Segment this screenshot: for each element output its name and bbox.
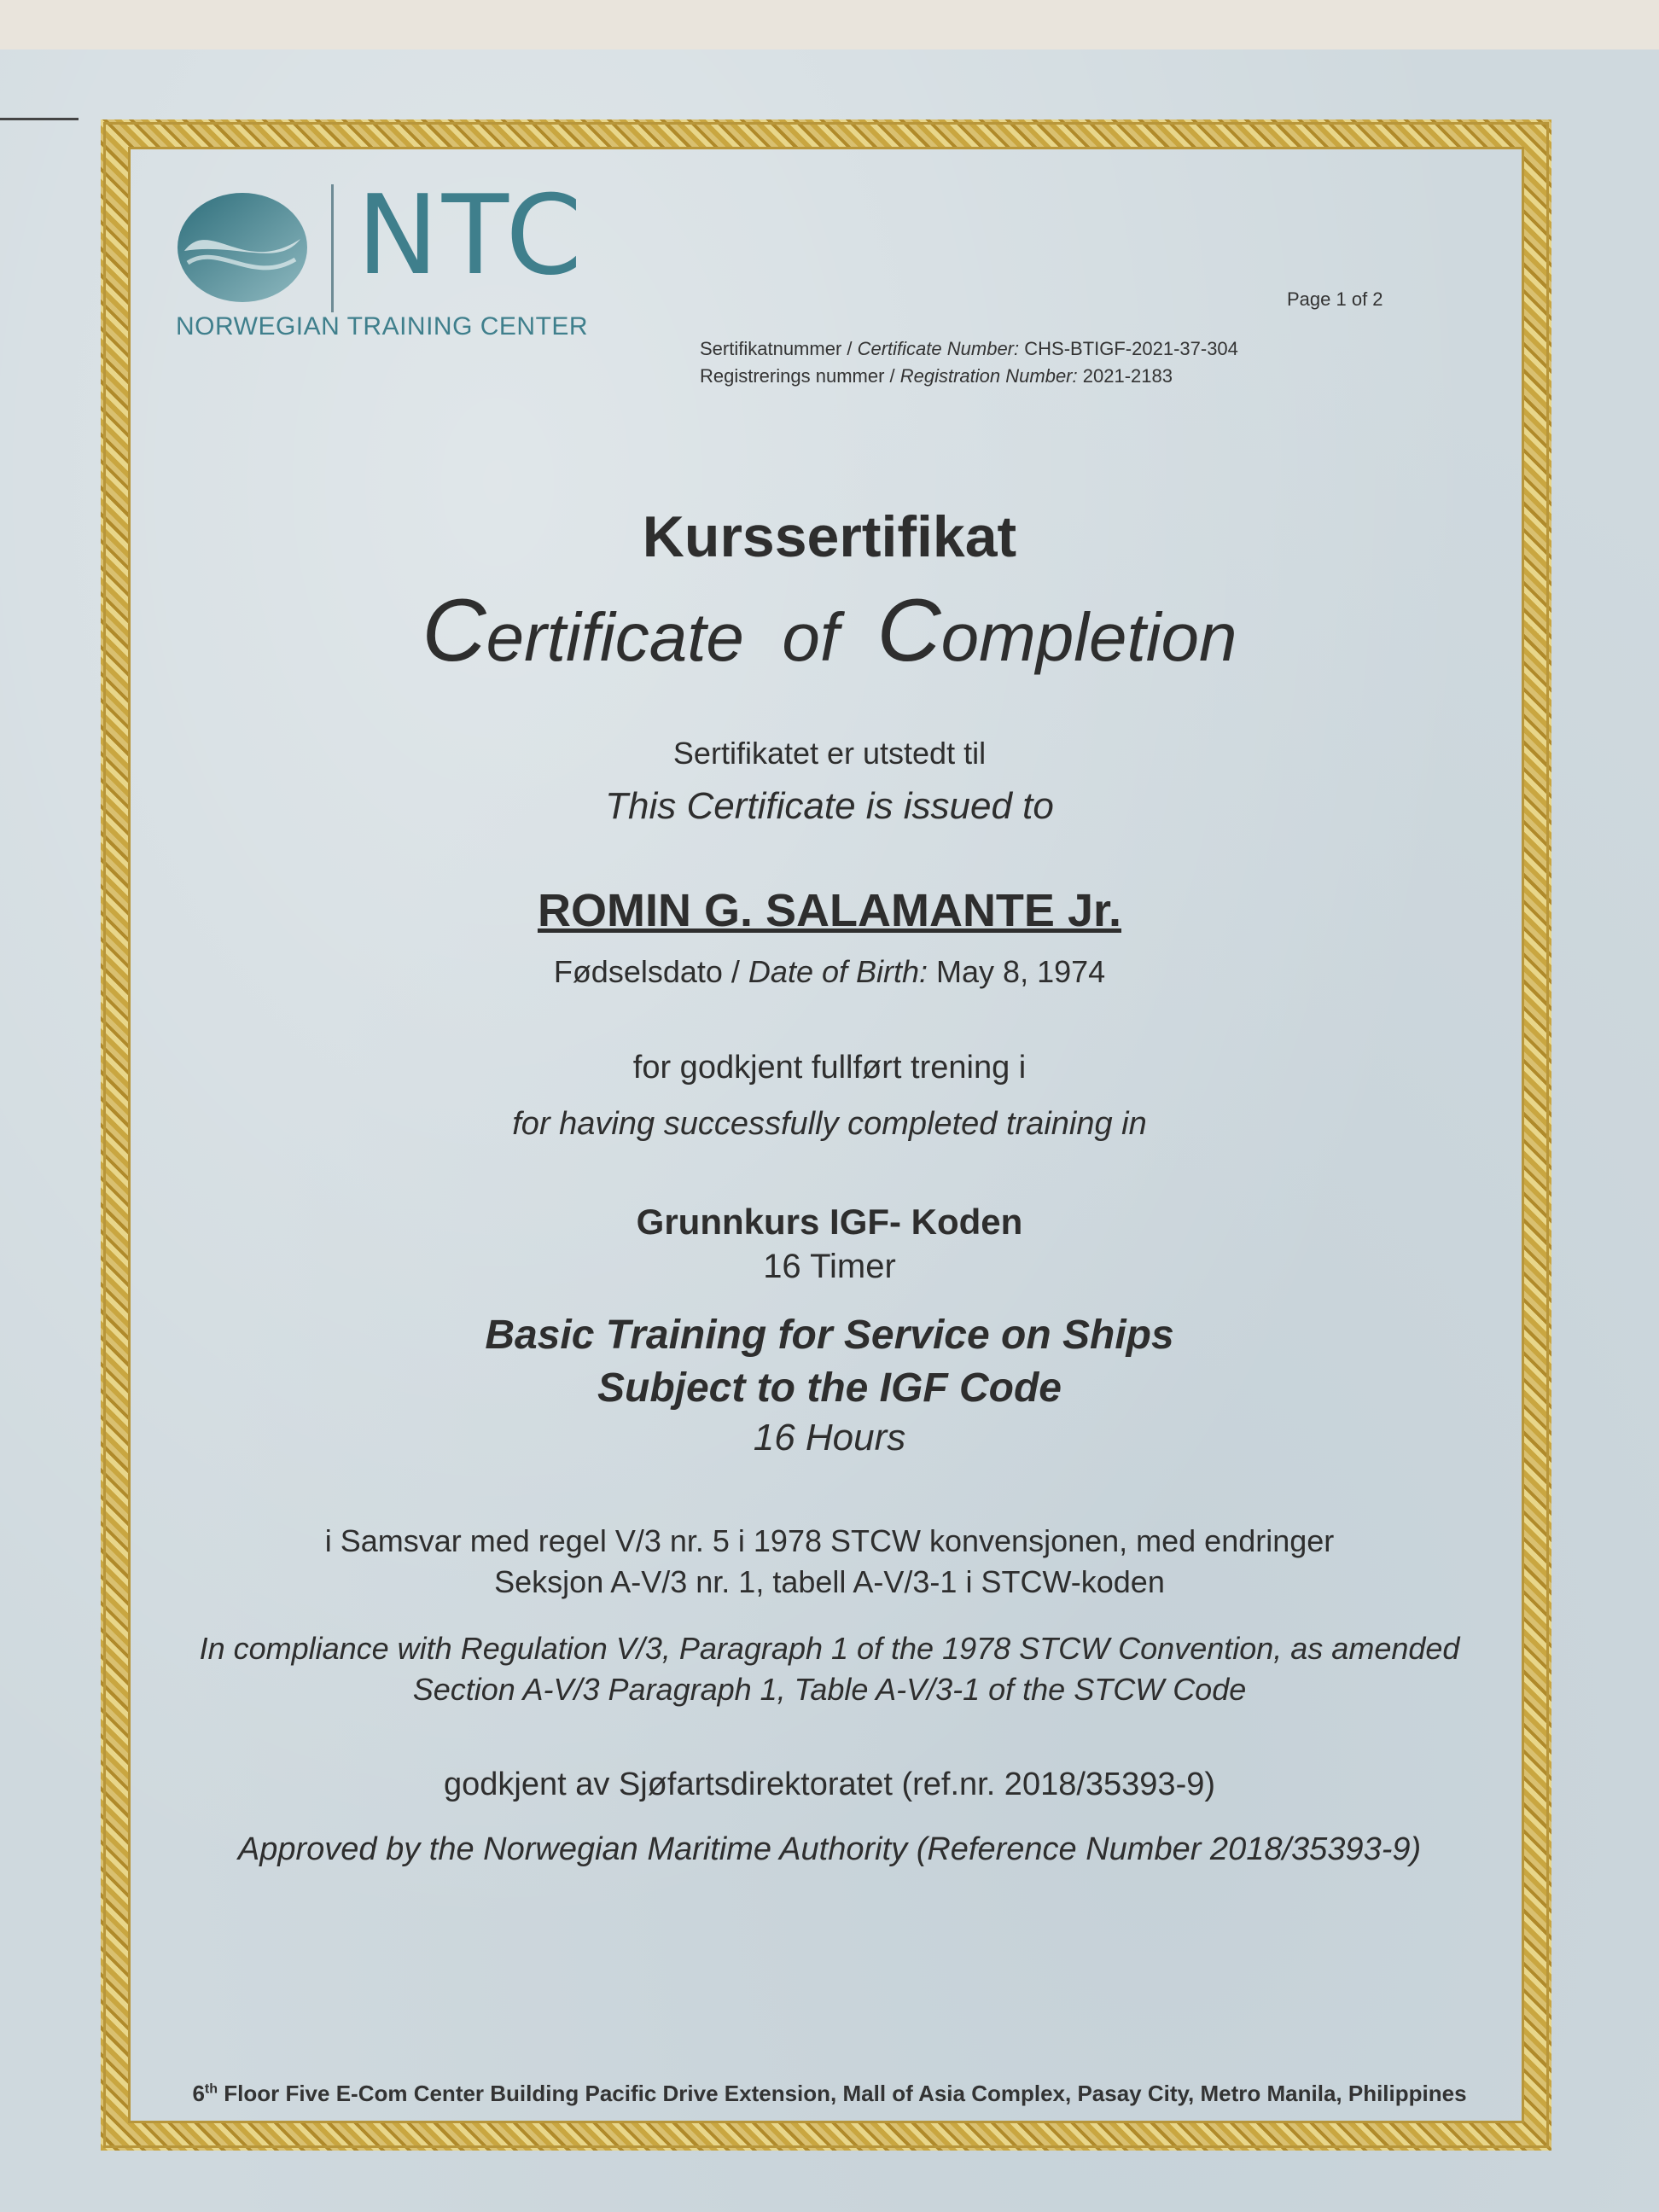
course-hours-norwegian: 16 Timer bbox=[763, 1248, 896, 1285]
course-name-english bbox=[0, 1309, 1659, 1415]
certificate-number-label-no: Sertifikatnummer / bbox=[700, 338, 858, 359]
certificate-number-label-en: Certificate Number: bbox=[857, 338, 1020, 359]
title-word-certificate: ertificate bbox=[486, 599, 744, 675]
date-of-birth bbox=[0, 954, 1659, 990]
registration-number-line bbox=[700, 365, 1173, 387]
compliance-english-line2: Section A-V/3 Paragraph 1, Table A-V/3-1 of the STCW Code bbox=[412, 1672, 1247, 1707]
registration-number-label-no: Registrerings nummer / bbox=[700, 365, 900, 387]
recipient-name: ROMIN G. SALAMANTE Jr. bbox=[537, 885, 1122, 936]
page-number: Page 1 of 2 bbox=[1287, 288, 1383, 310]
compliance-english bbox=[0, 1628, 1659, 1710]
compliance-norwegian-line2: Seksjon A-V/3 nr. 1, tabell A-V/3-1 i STCW-koden bbox=[494, 1564, 1165, 1599]
dob-value: May 8, 1974 bbox=[936, 954, 1106, 989]
course-hours-english: 16 Hours bbox=[753, 1417, 906, 1458]
approval-norwegian: godkjent av Sjøfartsdirektoratet (ref.nr. 2018/35393-9) bbox=[443, 1767, 1216, 1802]
ntc-logo-mark-icon bbox=[176, 191, 309, 304]
logo-subtitle: NORWEGIAN TRAINING CENTER bbox=[176, 312, 589, 341]
title-word-completion: ompletion bbox=[940, 599, 1237, 675]
training-intro-english: for having successfully completed training in bbox=[512, 1106, 1147, 1142]
registration-number: 2021-2183 bbox=[1082, 365, 1173, 387]
training-intro-norwegian: for godkjent fullført trening i bbox=[632, 1050, 1027, 1086]
compliance-norwegian bbox=[0, 1521, 1659, 1603]
title-english bbox=[0, 580, 1659, 682]
certificate-number: CHS-BTIGF-2021-37-304 bbox=[1024, 338, 1238, 359]
issued-to-english: This Certificate is issued to bbox=[605, 785, 1054, 827]
course-name-norwegian: Grunnkurs IGF- Koden bbox=[636, 1202, 1023, 1242]
dob-label-en: Date of Birth: bbox=[748, 954, 928, 989]
title-initial-c: C bbox=[422, 581, 486, 680]
registration-number-label-en: Registration Number: bbox=[899, 365, 1078, 387]
issued-to-norwegian: Sertifikatet er utstedt til bbox=[672, 736, 987, 771]
footer-floor-number: 6 bbox=[192, 2081, 205, 2106]
footer-address-text: Floor Five E-Com Center Building Pacific Drive Extension, Mall of Asia Complex, Pasay City, Metro Manila, Philippines bbox=[218, 2081, 1467, 2106]
compliance-norwegian-line1: i Samsvar med regel V/3 nr. 5 i 1978 STCW konvensjonen, med endringer bbox=[324, 1523, 1335, 1558]
approval-english: Approved by the Norwegian Maritime Authority (Reference Number 2018/35393-9) bbox=[237, 1831, 1422, 1867]
title-initial-c2: C bbox=[876, 581, 941, 680]
footer-floor-suffix: th bbox=[204, 2081, 218, 2097]
title-word-of: of bbox=[782, 599, 840, 675]
title-norwegian: Kurssertifikat bbox=[642, 504, 1017, 569]
ntc-logo bbox=[176, 172, 620, 350]
dob-label-no: Fødselsdato / bbox=[553, 954, 748, 989]
course-name-english-line2: Subject to the IGF Code bbox=[597, 1365, 1062, 1411]
logo-wordmark: NTC bbox=[357, 172, 585, 300]
compliance-english-line1: In compliance with Regulation V/3, Paragraph 1 of the 1978 STCW Convention, as amended bbox=[199, 1631, 1460, 1666]
course-name-english-line1: Basic Training for Service on Ships bbox=[485, 1313, 1174, 1358]
footer-address bbox=[0, 2081, 1659, 2107]
certificate-number-line bbox=[700, 338, 1238, 360]
logo-separator bbox=[331, 184, 334, 312]
